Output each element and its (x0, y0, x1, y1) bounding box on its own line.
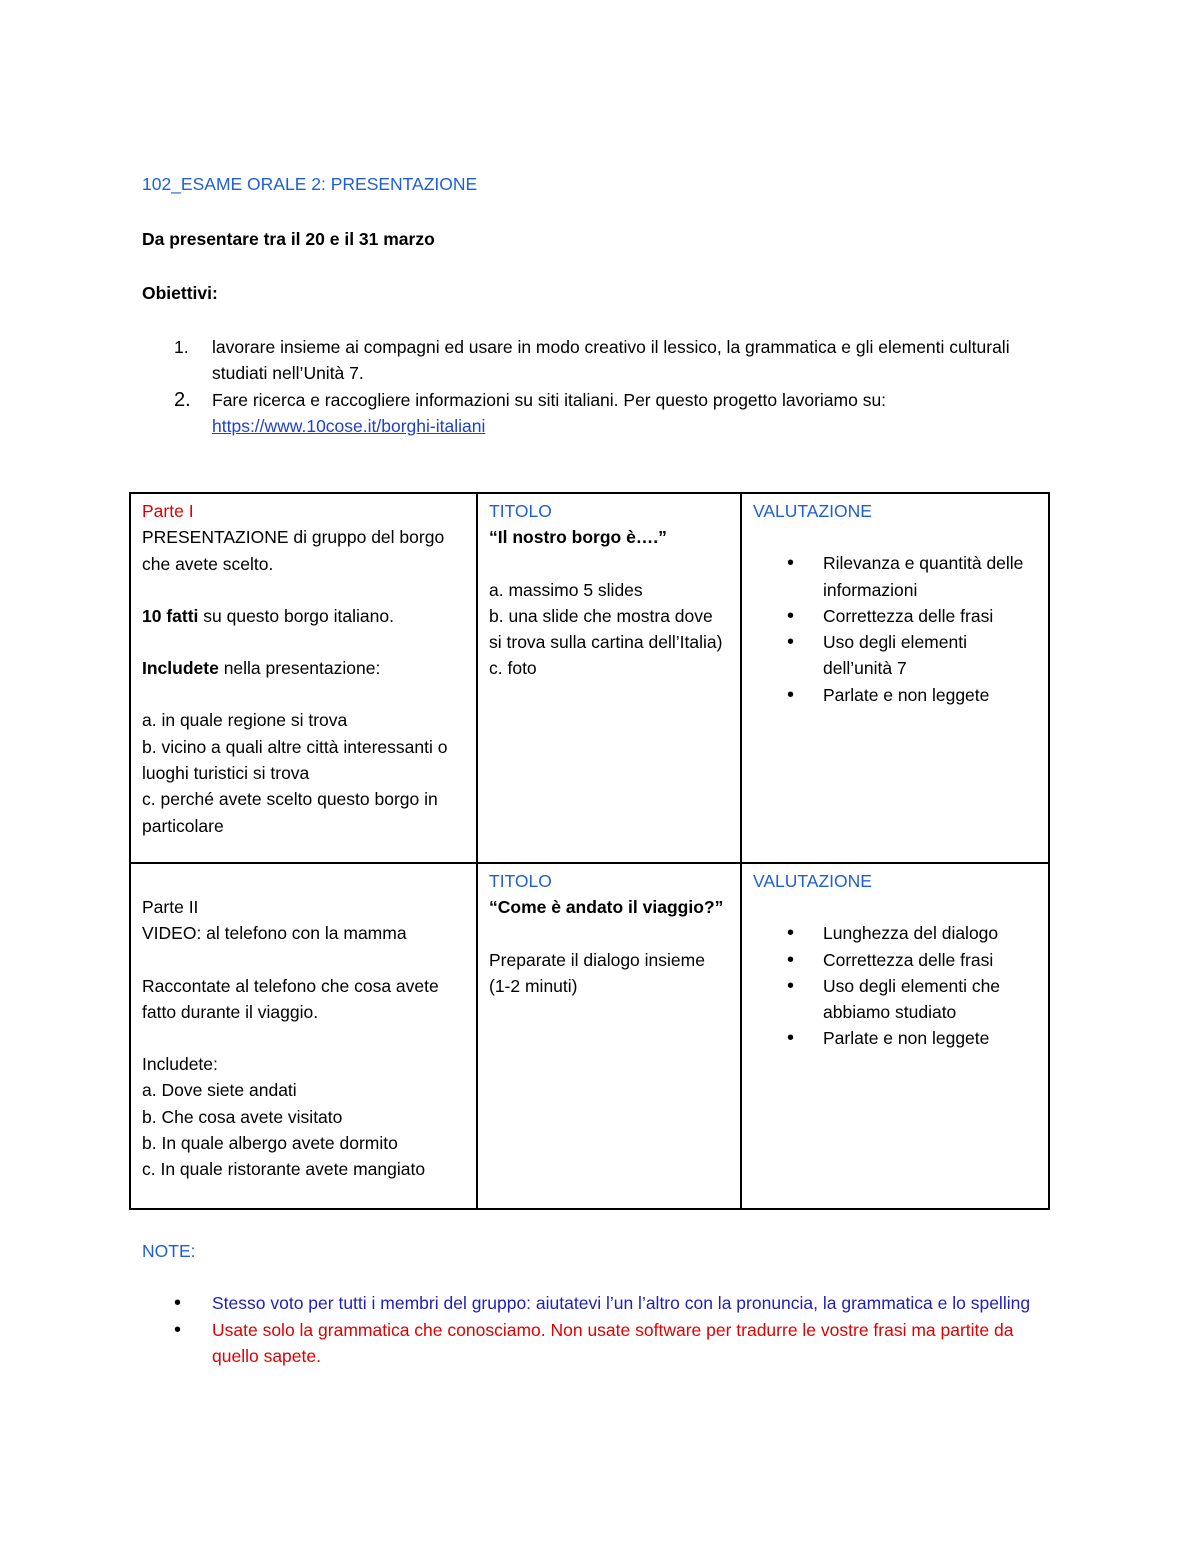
table-row (130, 863, 1049, 1209)
valutazione-heading: VALUTAZIONE (753, 871, 872, 891)
video-title: “Come è andato il viaggio?” (489, 897, 724, 918)
list-item: b. Che cosa avete visitato (142, 1106, 343, 1127)
part-two-cell (130, 863, 477, 1209)
valutazione-heading: VALUTAZIONE (753, 501, 872, 521)
evaluation-one-cell (741, 493, 1049, 863)
objective-number: 1. (174, 337, 189, 357)
list-item: • Parlate e non leggete (753, 682, 1037, 708)
part-two-description: VIDEO: al telefono con la mamma (142, 923, 407, 944)
list-item: b. In quale albergo avete dormito (142, 1133, 398, 1154)
list-item: c. perché avete scelto questo borgo in particolare (142, 789, 438, 836)
include-line: Includete: (142, 1054, 218, 1075)
dialogue-instructions: Preparate il dialogo insieme (1-2 minuti) (489, 949, 705, 996)
presentation-title: “Il nostro borgo è….” (489, 527, 667, 548)
document-title: 102_ESAME ORALE 2: PRESENTAZIONE (142, 174, 478, 194)
list-item: b. una slide che mostra dove si trova sulla cartina dell’Italia) (489, 605, 723, 653)
evaluation-list (753, 920, 1037, 1051)
list-item: • Lunghezza del dialogo (753, 920, 1037, 946)
objective-number: 2. (174, 389, 191, 411)
list-item: • Uso degli elementi dell’unità 7 (753, 629, 1037, 682)
objective-text: lavorare insieme ai compagni ed usare in modo creativo il lessico, la grammatica e gli elementi culturali studiati nell’Unità 7. (212, 337, 1010, 383)
titolo-heading: TITOLO (489, 501, 552, 521)
list-item: c. foto (489, 658, 537, 679)
list-item: b. vicino a quali altre città interessanti o luoghi turistici si trova (142, 736, 448, 784)
facts-line: 10 fatti su questo borgo italiano. (142, 605, 394, 626)
presentation-dates: Da presentare tra il 20 e il 31 marzo (142, 229, 435, 249)
include-line: Includete nella presentazione: (142, 658, 381, 679)
part-one-cell (130, 493, 477, 863)
list-item: a. in quale regione si trova (142, 710, 348, 731)
note-item: • Stesso voto per tutti i membri del gruppo: aiutatevi l’un l’altro con la pronuncia, la grammatica e lo spelling (142, 1290, 1062, 1317)
note-item: • Usate solo la grammatica che conosciamo. Non usate software per tradurre le vostre frasi ma partite da quello sapete. (142, 1317, 1062, 1370)
list-item: • Uso degli elementi che abbiamo studiato (753, 973, 1037, 1026)
list-item: • Rilevanza e quantità delle informazioni (753, 550, 1037, 603)
part-one-heading: Parte I (142, 501, 194, 521)
list-item: • Correttezza delle frasi (753, 947, 1037, 973)
objectives-label: Obiettivi: (142, 283, 218, 303)
notes-label: NOTE: (142, 1241, 196, 1261)
table-row (130, 493, 1049, 863)
evaluation-list (753, 550, 1037, 708)
list-item: c. In quale ristorante avete mangiato (142, 1159, 426, 1180)
part-one-description: PRESENTAZIONE di gruppo del borgo che avete scelto. (142, 527, 445, 574)
title-two-cell (477, 863, 741, 1209)
part-two-instructions: Raccontate al telefono che cosa avete fatto durante il viaggio. (142, 975, 439, 1022)
evaluation-two-cell (741, 863, 1049, 1209)
assignment-table (129, 492, 1050, 1210)
list-item: • Correttezza delle frasi (753, 603, 1037, 629)
list-item: a. Dove siete andati (142, 1080, 297, 1101)
title-one-cell (477, 493, 741, 863)
list-item: • Parlate e non leggete (753, 1025, 1037, 1051)
objective-text: Fare ricerca e raccogliere informazioni su siti italiani. Per questo progetto lavoriamo su: (212, 390, 887, 410)
borghi-italiani-link[interactable]: https://www.10cose.it/borghi-italiani (212, 416, 486, 436)
list-item: a. massimo 5 slides (489, 579, 643, 600)
part-two-heading: Parte II (142, 897, 199, 917)
titolo-heading: TITOLO (489, 871, 552, 891)
notes-list (142, 1290, 1062, 1370)
